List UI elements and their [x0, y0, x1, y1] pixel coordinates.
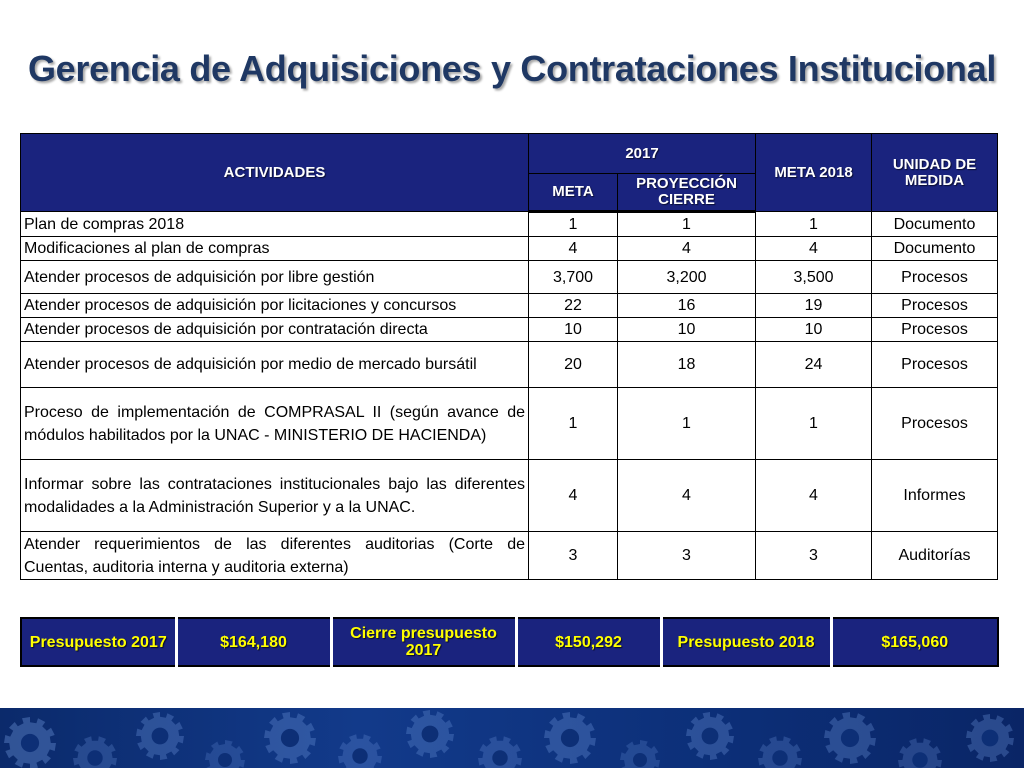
table-row [21, 342, 998, 388]
proyeccion-cell: 3,200 [618, 261, 756, 294]
proyeccion-cell: 16 [618, 294, 756, 318]
table-row [21, 294, 998, 318]
activity-cell: Modificaciones al plan de compras [21, 237, 529, 261]
activity-cell: Atender requerimientos de las diferentes auditorias (Corte de Cuentas, auditoria interna y auditoria externa) [21, 532, 529, 580]
footer-gear-band [0, 708, 1024, 768]
budget-2018-label: Presupuesto 2018 [661, 618, 831, 666]
gear-icon [136, 712, 184, 760]
gear-icon [73, 736, 117, 768]
meta-2018-cell: 4 [756, 237, 872, 261]
table-row [21, 532, 998, 580]
activity-cell: Atender procesos de adquisición por libre gestión [21, 261, 529, 294]
gear-icon [620, 740, 660, 768]
proyeccion-cell: 4 [618, 237, 756, 261]
table-row [21, 460, 998, 532]
budget-cierre-label: Cierre presupuesto 2017 [331, 618, 516, 666]
meta-2018-cell: 19 [756, 294, 872, 318]
header-meta: META [529, 174, 618, 212]
meta-cell: 1 [529, 212, 618, 237]
proyeccion-cell: 4 [618, 460, 756, 532]
gear-icon [758, 736, 802, 768]
proyeccion-cell: 10 [618, 318, 756, 342]
budget-cierre-value: $150,292 [516, 618, 661, 666]
meta-cell: 1 [529, 388, 618, 460]
proyeccion-cell: 1 [618, 388, 756, 460]
unidad-cell: Procesos [872, 294, 998, 318]
proyeccion-cell: 18 [618, 342, 756, 388]
table-row [21, 212, 998, 237]
budget-bar [20, 617, 999, 667]
gear-icon [406, 710, 454, 758]
table-row [21, 237, 998, 261]
gear-icon [205, 740, 245, 768]
activities-table [20, 133, 998, 580]
proyeccion-cell: 3 [618, 532, 756, 580]
meta-cell: 3,700 [529, 261, 618, 294]
unidad-cell: Procesos [872, 261, 998, 294]
meta-2018-cell: 3,500 [756, 261, 872, 294]
meta-2018-cell: 4 [756, 460, 872, 532]
unidad-cell: Documento [872, 237, 998, 261]
meta-2018-cell: 1 [756, 388, 872, 460]
table-row [21, 318, 998, 342]
budget-2017-label: Presupuesto 2017 [29, 633, 167, 651]
gear-icon [686, 712, 734, 760]
meta-2018-cell: 10 [756, 318, 872, 342]
gear-icon [478, 736, 522, 768]
gear-icon [544, 712, 596, 764]
activity-cell: Atender procesos de adquisición por licitaciones y concursos [21, 294, 529, 318]
meta-cell: 4 [529, 460, 618, 532]
meta-2018-cell: 24 [756, 342, 872, 388]
gear-icon [4, 717, 56, 768]
meta-cell: 22 [529, 294, 618, 318]
meta-2018-cell: 3 [756, 532, 872, 580]
unidad-cell: Informes [872, 460, 998, 532]
unidad-cell: Documento [872, 212, 998, 237]
unidad-cell: Auditorías [872, 532, 998, 580]
header-unidad: UNIDAD DE MEDIDA [872, 134, 998, 212]
gear-icon [824, 712, 876, 764]
activity-cell: Informar sobre las contrataciones institucionales bajo las diferentes modalidades a la Administración Superior y a la UNAC. [21, 460, 529, 532]
page-title: Gerencia de Adquisiciones y Contrataciones Institucional [27, 48, 997, 89]
activity-cell: Proceso de implementación de COMPRASAL II (según avance de módulos habilitados por la UNAC - MINISTERIO DE HACIENDA) [21, 388, 529, 460]
unidad-cell: Procesos [872, 342, 998, 388]
header-meta-2018: META 2018 [756, 134, 872, 212]
activity-cell: Atender procesos de adquisición por contratación directa [21, 318, 529, 342]
gear-icon [898, 738, 942, 768]
budget-2017-value: $164,180 [176, 618, 331, 666]
unidad-cell: Procesos [872, 318, 998, 342]
meta-cell: 20 [529, 342, 618, 388]
unidad-cell: Procesos [872, 388, 998, 460]
header-year: 2017 [529, 134, 756, 174]
gear-icon [264, 712, 316, 764]
gear-icon [338, 734, 382, 768]
activity-cell: Plan de compras 2018 [21, 212, 529, 237]
meta-cell: 4 [529, 237, 618, 261]
budget-2018-value: $165,060 [831, 618, 998, 666]
gear-icon [0, 708, 1024, 768]
table-row [21, 388, 998, 460]
gear-icon [966, 714, 1014, 762]
meta-cell: 10 [529, 318, 618, 342]
header-proyeccion: PROYECCIÓN CIERRE [618, 174, 756, 212]
meta-cell: 3 [529, 532, 618, 580]
header-actividades: ACTIVIDADES [21, 134, 529, 212]
meta-2018-cell: 1 [756, 212, 872, 237]
activity-cell: Atender procesos de adquisición por medio de mercado bursátil [21, 342, 529, 388]
proyeccion-cell: 1 [618, 212, 756, 237]
table-row [21, 261, 998, 294]
